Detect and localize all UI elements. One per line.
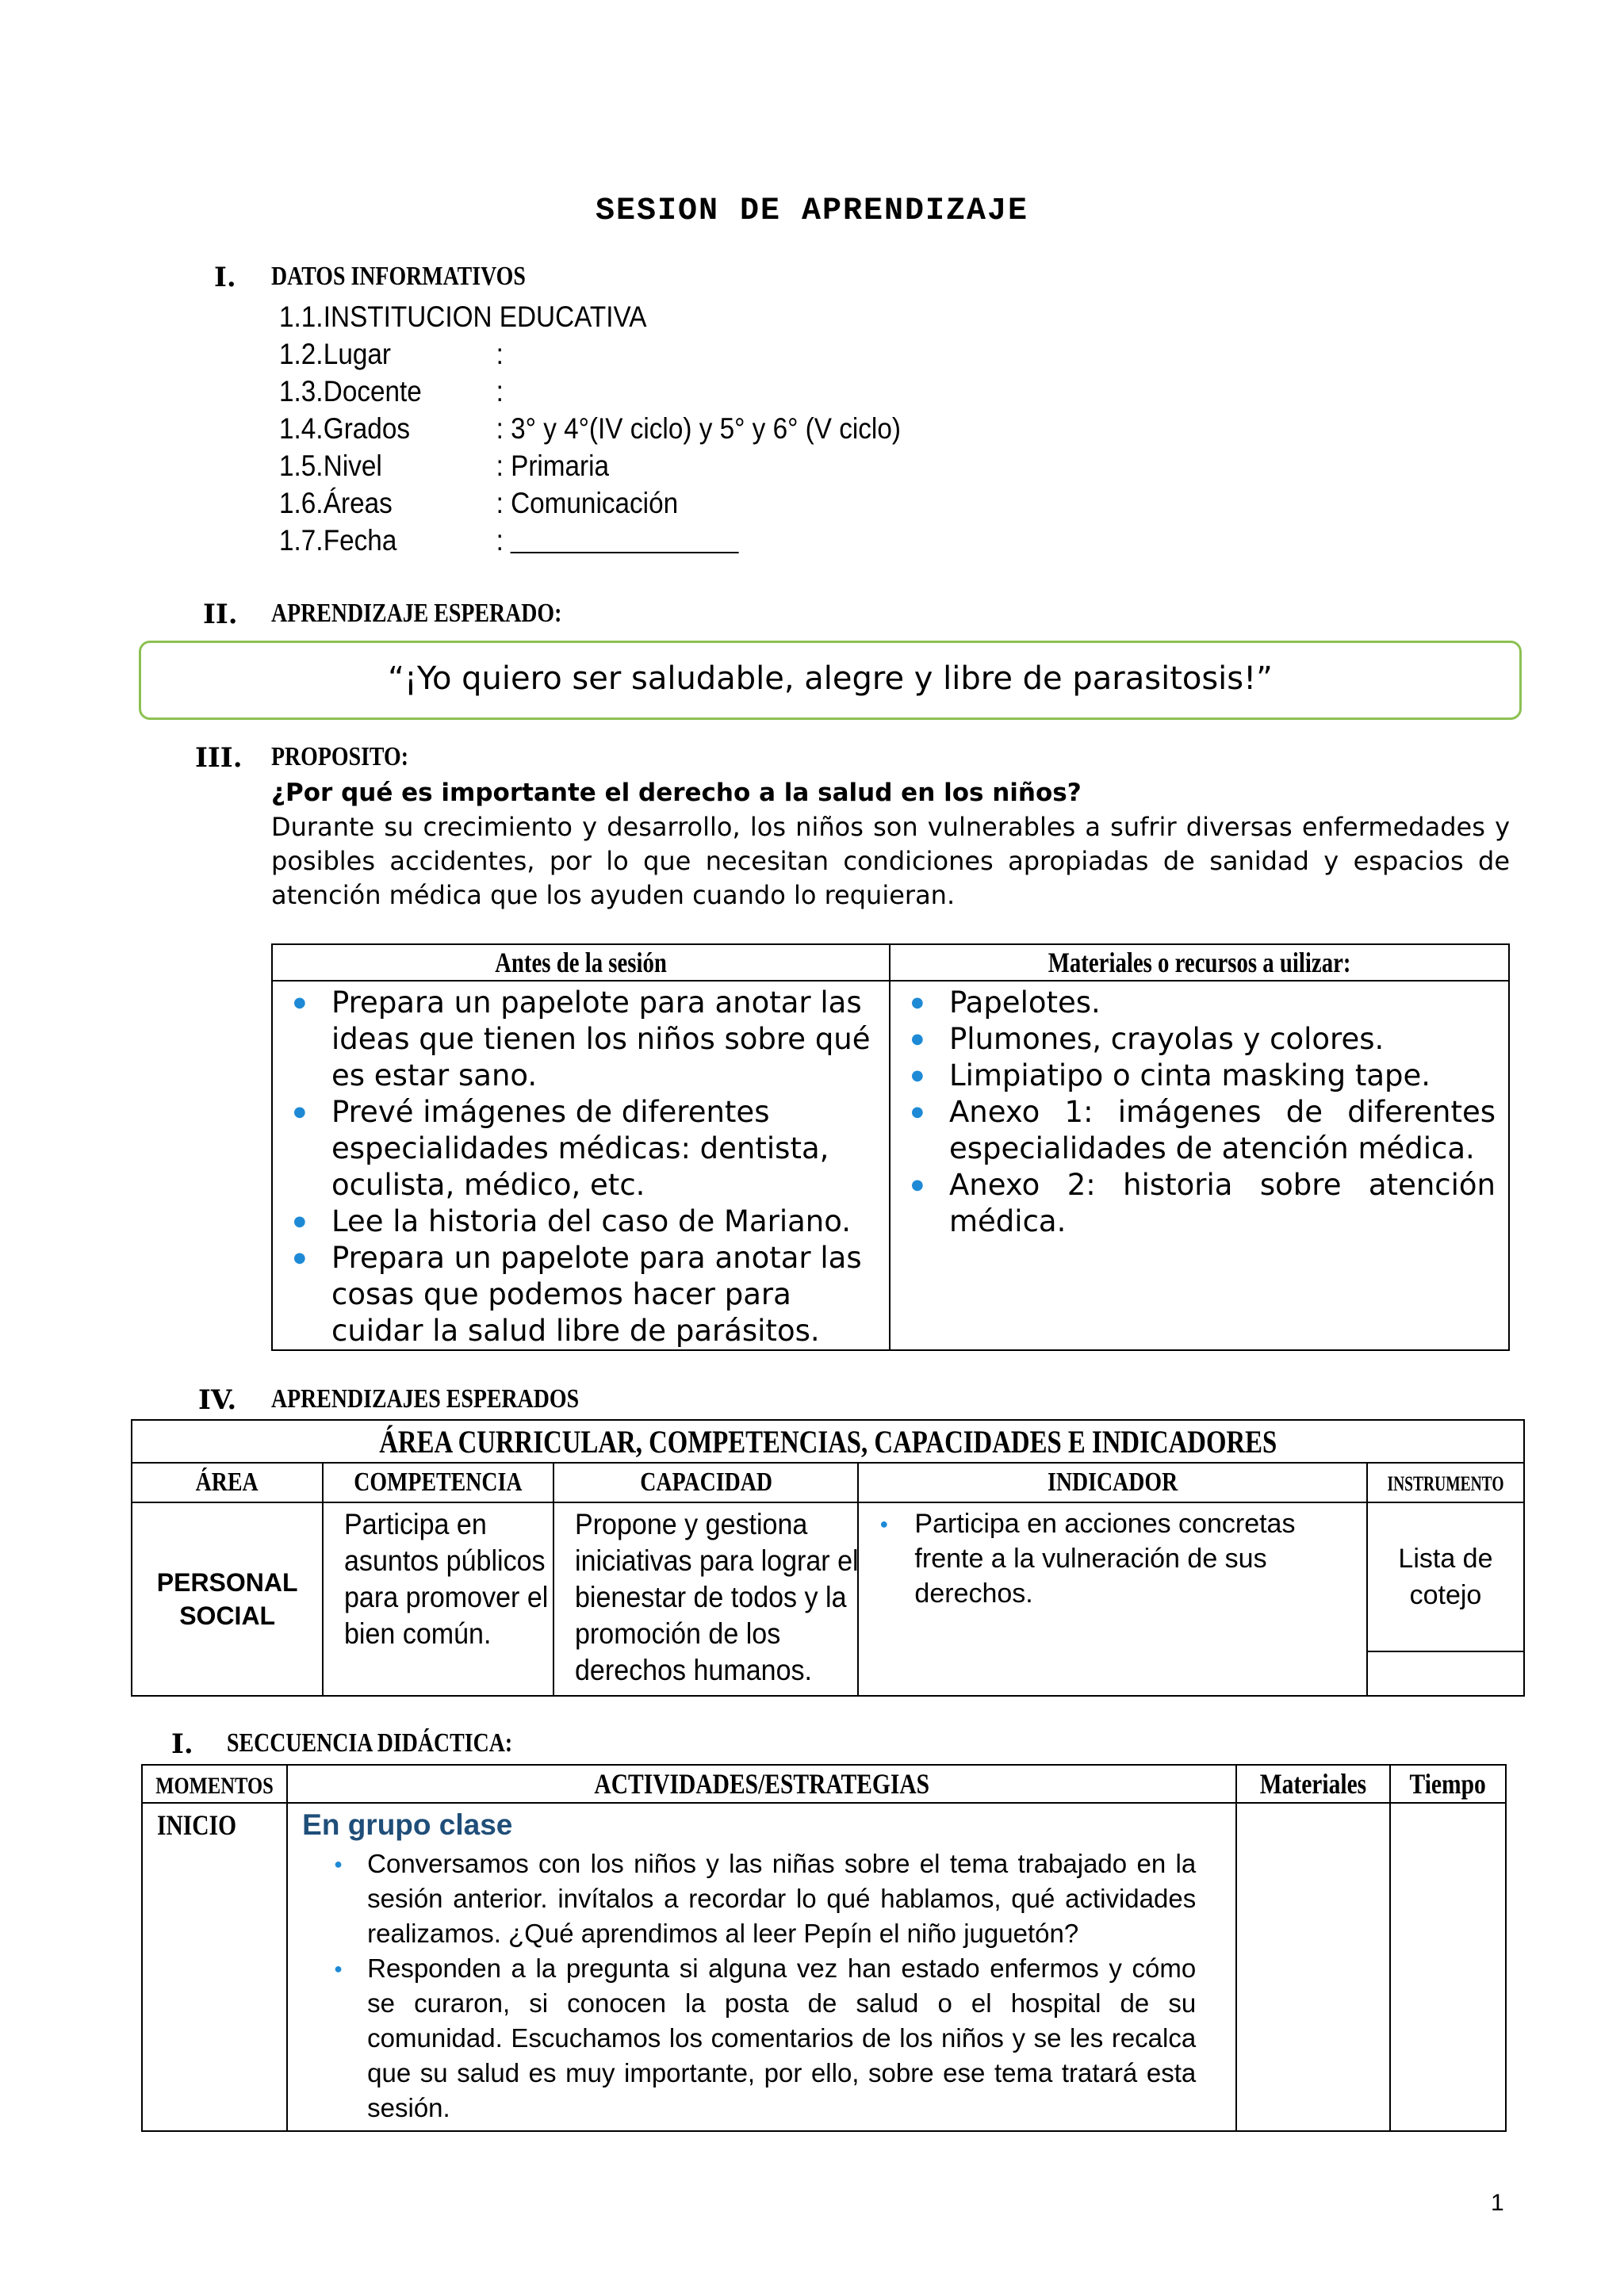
datos-row <box>279 335 504 373</box>
capacidad-text: Propone y gestiona iniciativas para lograr el bienestar de todos y la promoción de los derechos humanos. <box>574 1508 859 1686</box>
materiales-cell <box>1236 1803 1390 2131</box>
header-tiempo-text: Tiempo <box>1409 1768 1487 1800</box>
secuencia-table <box>141 1764 1507 2132</box>
header-instrumento-text: INSTRUMENTO <box>1387 1472 1504 1495</box>
header-competencia <box>323 1463 553 1502</box>
header-capacidad <box>553 1463 858 1502</box>
section-4-heading: APRENDIZAJES ESPERADOS <box>271 1384 580 1414</box>
datos-row-label: Grados <box>323 412 411 445</box>
datos-row-number: 1.4. <box>279 412 324 445</box>
datos-row-value: : Primaria <box>496 450 610 482</box>
datos-row-value: : <box>496 338 504 370</box>
datos-row-number: 1.6. <box>279 487 324 519</box>
section-5-heading: SECCUENCIA DIDÁCTICA: <box>227 1728 513 1758</box>
datos-row <box>279 373 504 410</box>
materiales-header-text: Materiales o recursos a uilizar: <box>1048 947 1351 978</box>
header-momentos <box>142 1765 287 1803</box>
datos-row-label: INSTITUCION EDUCATIVA <box>323 300 647 333</box>
antes-sesion-header <box>272 944 890 981</box>
header-tiempo <box>1390 1765 1506 1803</box>
area-cell: PERSONAL SOCIAL <box>132 1502 323 1696</box>
materiales-header <box>890 944 1509 981</box>
datos-row-label: Docente <box>323 375 422 408</box>
datos-row-number: 1.2. <box>279 338 324 370</box>
header-materiales-text: Materiales <box>1259 1768 1367 1800</box>
momento-inicio-text: INICIO <box>157 1809 237 1841</box>
header-indicador-text: INDICADOR <box>1048 1468 1178 1497</box>
list-item: ● Prevé imágenes de diferentes especialidades médicas: dentista, oculista, médico, etc. <box>273 1094 889 1203</box>
list-item: ● Participa en acciones concretas frente a la vulneración de sus derechos. <box>859 1506 1366 1611</box>
aprendizaje-quote: “¡Yo quiero ser saludable, alegre y libre de parasitosis!” <box>388 660 1273 697</box>
datos-row-number: 1.1. <box>279 300 324 333</box>
section-3-number: III. <box>195 742 243 774</box>
page-title: SESION DE APRENDIZAJE <box>595 193 1029 229</box>
header-competencia-text: COMPETENCIA <box>354 1468 523 1497</box>
session-prep-table <box>271 943 1510 1351</box>
header-area <box>132 1463 323 1502</box>
list-item: ● Responden a la pregunta si alguna vez han estado enfermos y cómo se curaron, si conocen la posta de salud o el hospital de su comunidad. Escuchamos los comentarios de los niños y se les recalca que su salud es muy importante, por ello, sobre ese tema tratará esta sesión. <box>302 1951 1208 2126</box>
list-item: ● Prepara un papelote para anotar las cosas que podemos hacer para cuidar la salud libre de parásitos. <box>273 1240 889 1349</box>
capacidad-cell <box>553 1502 858 1696</box>
group-label: En grupo clase <box>302 1808 513 1841</box>
materiales-cell <box>890 981 1509 1350</box>
fecha-blank-line <box>511 526 739 553</box>
header-area-text: ÁREA <box>196 1468 259 1497</box>
header-capacidad-text: CAPACIDAD <box>639 1468 772 1497</box>
header-materiales <box>1236 1765 1390 1803</box>
header-momentos-text: MOMENTOS <box>155 1773 274 1799</box>
section-5-number: I. <box>171 1728 193 1760</box>
indicador-cell <box>858 1502 1367 1696</box>
competencia-cell <box>323 1502 553 1696</box>
datos-informativos-list <box>279 298 901 559</box>
proposito-question: ¿Por qué es importante el derecho a la salud en los niños? <box>271 779 1082 807</box>
datos-row <box>279 447 610 484</box>
antes-sesion-cell <box>272 981 890 1350</box>
datos-row-value: : 3° y 4°(IV ciclo) y 5° y 6° (V ciclo) <box>496 412 901 445</box>
actividades-cell <box>287 1803 1236 2131</box>
list-item: ● Prepara un papelote para anotar las ideas que tienen los niños sobre qué es estar sano. <box>273 985 889 1094</box>
datos-row <box>279 298 647 335</box>
datos-row-value: : Comunicación <box>496 487 679 519</box>
datos-row <box>279 410 901 447</box>
competencia-text: Participa en asuntos públicos para promover el bien común. <box>344 1508 549 1650</box>
header-indicador <box>858 1463 1367 1502</box>
datos-row-number: 1.5. <box>279 450 324 482</box>
list-item: ● Conversamos con los niños y las niñas sobre el tema trabajado en la sesión anterior. invítalos a recordar lo qué hablamos, qué actividades realizamos. ¿Qué aprendimos al leer Pepín el niño juguetón? <box>302 1846 1208 1951</box>
datos-row-label: Áreas <box>323 487 393 519</box>
list-item: ● Lee la historia del caso de Mariano. <box>273 1203 889 1240</box>
instrumento-empty-cell <box>1367 1651 1524 1696</box>
datos-row <box>279 484 679 522</box>
competencias-table <box>131 1419 1525 1697</box>
list-item: ● Anexo 2: historia sobre atención médica. <box>891 1167 1508 1240</box>
page-number: 1 <box>1491 2190 1504 2216</box>
aprendizaje-quote-box <box>139 641 1522 720</box>
list-item: ● Limpiatipo o cinta masking tape. <box>891 1058 1508 1094</box>
section-1-number: I. <box>214 262 236 293</box>
antes-sesion-header-text: Antes de la sesión <box>495 947 667 978</box>
fecha-colon: : <box>496 524 504 557</box>
datos-row-value <box>496 522 739 559</box>
section-4-number: IV. <box>198 1384 237 1416</box>
datos-row-number: 1.7. <box>279 524 324 557</box>
instrumento-cell: Lista de cotejo <box>1367 1502 1524 1651</box>
section-2-heading: APRENDIZAJE ESPERADO: <box>271 599 562 628</box>
momento-inicio-cell <box>142 1803 287 2131</box>
section-2-number: II. <box>203 599 238 630</box>
datos-row-label: Nivel <box>323 450 382 482</box>
datos-row-label: Fecha <box>323 524 397 557</box>
proposito-paragraph: Durante su crecimiento y desarrollo, los niños son vulnerables a sufrir diversas enfermedades y posibles accidentes, por lo que necesitan condiciones apropiadas de sanidad y espacios de atención médica que los ayuden cuando lo requieran. <box>271 812 1510 910</box>
tiempo-cell <box>1390 1803 1506 2131</box>
header-actividades-text: ACTIVIDADES/ESTRATEGIAS <box>594 1768 930 1800</box>
datos-row-number: 1.3. <box>279 375 324 408</box>
section-3-heading: PROPOSITO: <box>271 742 408 771</box>
header-instrumento <box>1367 1463 1524 1502</box>
header-actividades <box>287 1765 1236 1803</box>
competencias-title-text: ÁREA CURRICULAR, COMPETENCIAS, CAPACIDADES E INDICADORES <box>378 1423 1277 1460</box>
competencias-table-title <box>132 1420 1524 1463</box>
datos-row-label: Lugar <box>323 338 391 370</box>
list-item: ● Anexo 1: imágenes de diferentes especialidades de atención médica. <box>891 1094 1508 1167</box>
datos-row <box>279 522 504 559</box>
list-item: ● Plumones, crayolas y colores. <box>891 1021 1508 1058</box>
section-1-heading: DATOS INFORMATIVOS <box>271 262 526 291</box>
datos-row-value: : <box>496 375 504 408</box>
list-item: ● Papelotes. <box>891 985 1508 1021</box>
